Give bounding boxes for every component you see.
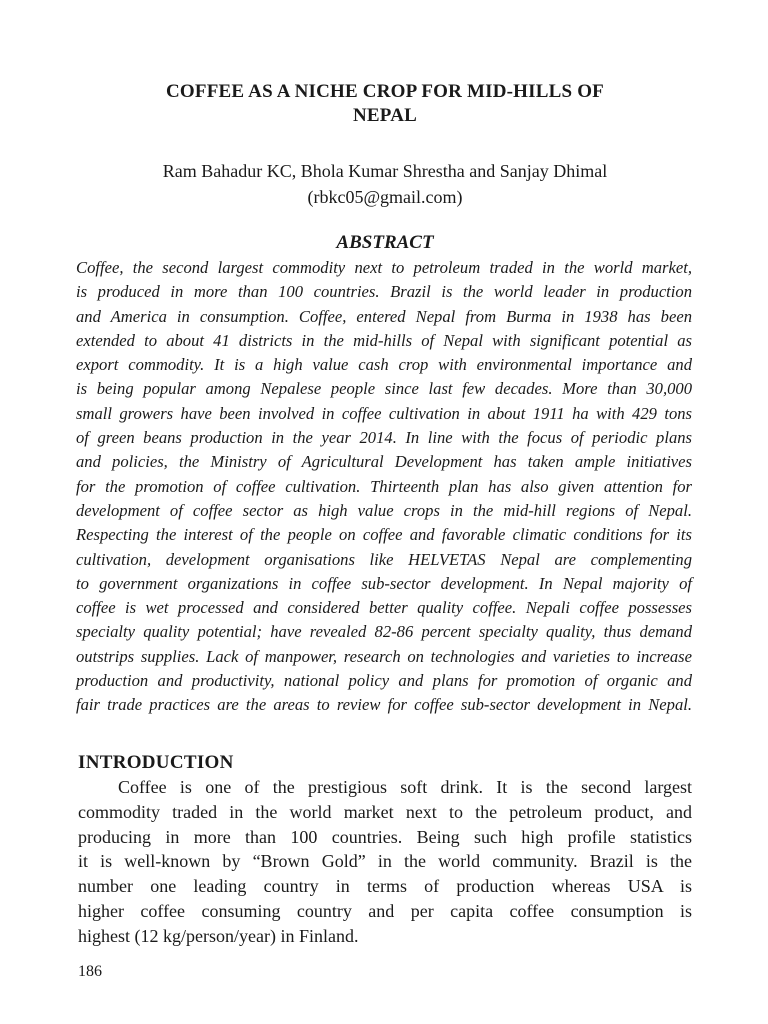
introduction-line: Coffee is one of the prestigious soft drink. It is the second largest — [118, 777, 692, 797]
introduction-line: commodity traded in the world market next to the petroleum product, and — [78, 801, 692, 822]
abstract-line: and America in consumption. Coffee, entered Nepal from Burma in 1938 has been — [76, 306, 692, 326]
author-email: (rbkc05@gmail.com) — [307, 187, 463, 207]
abstract-line: outstrips supplies. Lack of manpower, research on technologies and varieties to increase — [76, 646, 692, 666]
author-block — [78, 158, 692, 210]
abstract-line: Respecting the interest of the people on coffee and favorable climatic conditions for its — [76, 525, 692, 545]
title-line-2: NEPAL — [353, 105, 417, 126]
abstract-line: Coffee, the second largest commodity next to petroleum traded in the world market, — [76, 258, 692, 277]
introduction-heading: INTRODUCTION — [78, 752, 234, 773]
abstract-line: is produced in more than 100 countries. Brazil is the world leader in production — [76, 282, 692, 302]
abstract-line: extended to about 41 districts in the mid-hills of Nepal with significant potential as — [76, 330, 692, 350]
abstract-line: small growers have been involved in coffee cultivation in about 1911 ha with 429 tons — [76, 403, 692, 423]
abstract-line: is being popular among Nepalese people since last few decades. More than 30,000 — [76, 379, 692, 399]
introduction-body — [78, 775, 692, 949]
introduction-line: producing in more than 100 countries. Being such high profile statistics — [78, 826, 692, 847]
paper-page — [78, 0, 692, 1024]
introduction-line: number one leading country in terms of production whereas USA is — [78, 876, 692, 897]
title-line-1: COFFEE AS A NICHE CROP FOR MID-HILLS OF — [166, 81, 604, 102]
abstract-line: for the promotion of coffee cultivation. Thirteenth plan has also given attention for — [76, 476, 692, 496]
author-names: Ram Bahadur KC, Bhola Kumar Shrestha and Sanjay Dhimal — [162, 161, 608, 181]
abstract-line: production and productivity, national policy and plans for promotion of organic and — [76, 671, 692, 691]
abstract-line: to government organizations in coffee sub-sector development. In Nepal majority of — [76, 573, 692, 593]
abstract-line: coffee is wet processed and considered better quality coffee. Nepali coffee possesses — [76, 598, 692, 618]
abstract-heading: ABSTRACT — [336, 232, 434, 253]
paper-title — [78, 80, 692, 128]
abstract-body — [76, 256, 692, 718]
abstract-line: of green beans production in the year 2014. In line with the focus of periodic plans — [76, 428, 692, 448]
abstract-line: and policies, the Ministry of Agricultural Development has taken ample initiatives — [76, 452, 692, 472]
abstract-line: cultivation, development organisations like HELVETAS Nepal are complementing — [76, 549, 692, 569]
abstract-line: export commodity. It is a high value cash crop with environmental importance and — [76, 355, 692, 375]
introduction-line: highest (12 kg/person/year) in Finland. — [78, 925, 359, 946]
abstract-line: specialty quality potential; have revealed 82-86 percent specialty quality, thus demand — [76, 622, 692, 642]
abstract-line: fair trade practices are the areas to review for coffee sub-sector development in Nepal. — [76, 695, 692, 715]
abstract-line: development of coffee sector as high value crops in the mid-hill regions of Nepal. — [76, 500, 692, 520]
introduction-line: it is well-known by “Brown Gold” in the world community. Brazil is the — [78, 851, 692, 872]
page-number: 186 — [78, 963, 102, 980]
introduction-line: higher coffee consuming country and per capita coffee consumption is — [78, 900, 692, 921]
